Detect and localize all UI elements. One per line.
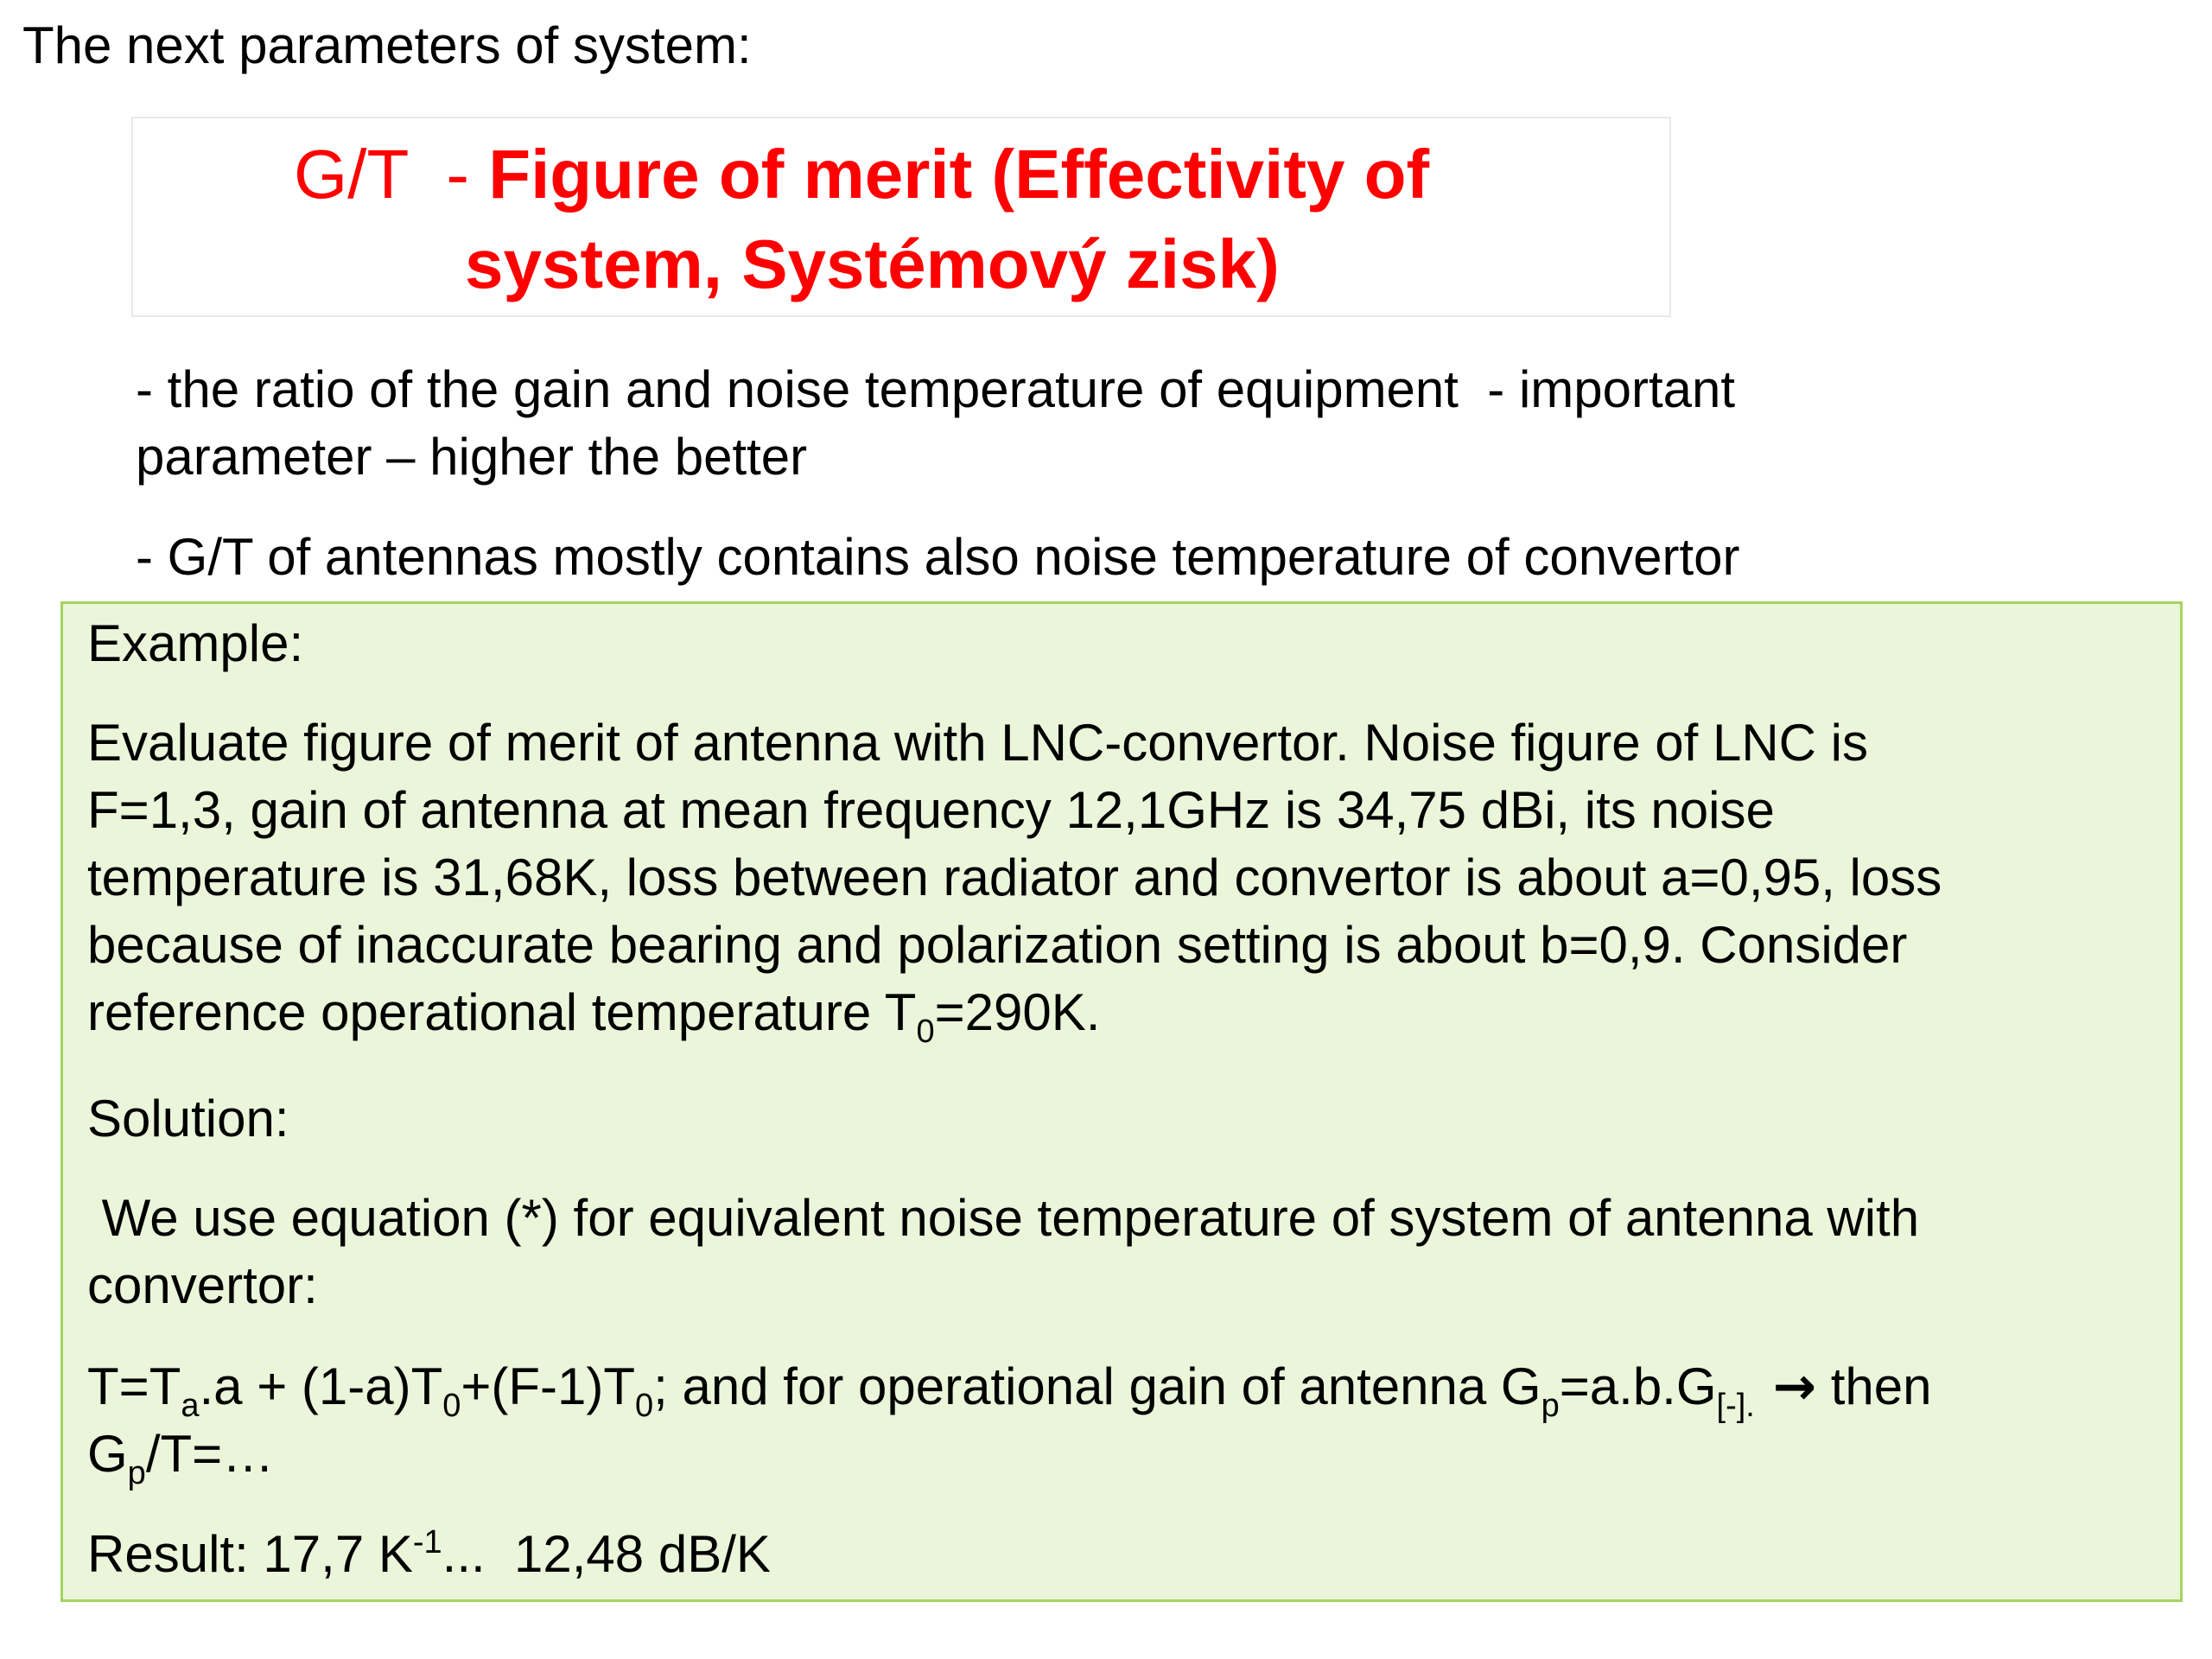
title-box xyxy=(131,117,1671,317)
eq-sub-0-second: 0 xyxy=(635,1388,654,1424)
bullet-antennas: - G/T of antennas mostly contains also noise temperature of convertor xyxy=(136,528,1740,586)
eq-line-2-sub-p: p xyxy=(127,1455,146,1491)
problem-line-1: Evaluate figure of merit of antenna with LNC-convertor. Noise figure of LNC is xyxy=(87,714,1868,772)
eq-part-5: =a.b.G xyxy=(1559,1357,1717,1415)
problem-line-5-value: =290K. xyxy=(934,983,1101,1041)
problem-line-2: F=1,3, gain of antenna at mean frequency 12,1GHz is 34,75 dBi, its noise xyxy=(87,781,1775,839)
method-line-1: We use equation (*) for equivalent noise temperature of system of antenna with xyxy=(87,1189,1920,1247)
title-bold-line-1: Figure of merit (Effectivity of xyxy=(488,136,1430,213)
equation xyxy=(87,1353,1932,1491)
eq-part-6: then xyxy=(1816,1357,1932,1415)
result xyxy=(87,1521,771,1588)
problem-line-5 xyxy=(87,983,1101,1050)
subscript-zero: 0 xyxy=(916,1014,935,1050)
result-db-value: ... 12,48 dB/K xyxy=(442,1525,771,1583)
eq-sub-p: p xyxy=(1541,1388,1560,1424)
title-bold-line-2: system, Systémový zisk) xyxy=(465,226,1280,302)
example-heading: Example: xyxy=(87,614,304,672)
problem-line-3: temperature is 31,68K, loss between radiator and convertor is about a=0,95, loss xyxy=(87,849,1942,906)
eq-part-3: +(F-1)T xyxy=(461,1357,636,1415)
eq-sub-unit: [-]. xyxy=(1716,1388,1755,1424)
solution-label: Solution: xyxy=(87,1090,289,1147)
method-line-2: convertor: xyxy=(87,1256,318,1314)
problem-line-5-text: reference operational temperature T xyxy=(87,983,917,1041)
title-symbol: G/T xyxy=(294,136,408,213)
intro-text: The next parameters of system: xyxy=(22,16,752,74)
problem-line-4: because of inaccurate bearing and polarization setting is about b=0,9. Consider xyxy=(87,916,1908,974)
title-dash: - xyxy=(407,136,489,213)
eq-sub-0-first: 0 xyxy=(442,1388,461,1424)
example-problem xyxy=(87,709,1942,1050)
result-superscript: -1 xyxy=(412,1524,442,1560)
eq-sub-a: a xyxy=(181,1388,200,1424)
title-line-2 xyxy=(465,221,1280,308)
eq-line-2-rest: /T=… xyxy=(145,1425,275,1483)
bullet-ratio-line-2: parameter – higher the better xyxy=(136,428,808,486)
title-line-1 xyxy=(294,131,1429,218)
result-text: Result: 17,7 K xyxy=(87,1525,413,1583)
bullet-ratio-line-1: - the ratio of the gain and noise temperature of equipment - important xyxy=(136,360,1736,418)
bullet-ratio xyxy=(136,356,1735,491)
example-box xyxy=(60,601,2183,1602)
right-arrow-icon: → xyxy=(1754,1357,1817,1417)
eq-part-4: ; and for operational gain of antenna G xyxy=(653,1357,1541,1415)
eq-line-2-g: G xyxy=(87,1425,128,1483)
eq-part-2: .a + (1-a)T xyxy=(199,1357,443,1415)
solution-method xyxy=(87,1185,1919,1319)
eq-part-1: T=T xyxy=(87,1357,181,1415)
